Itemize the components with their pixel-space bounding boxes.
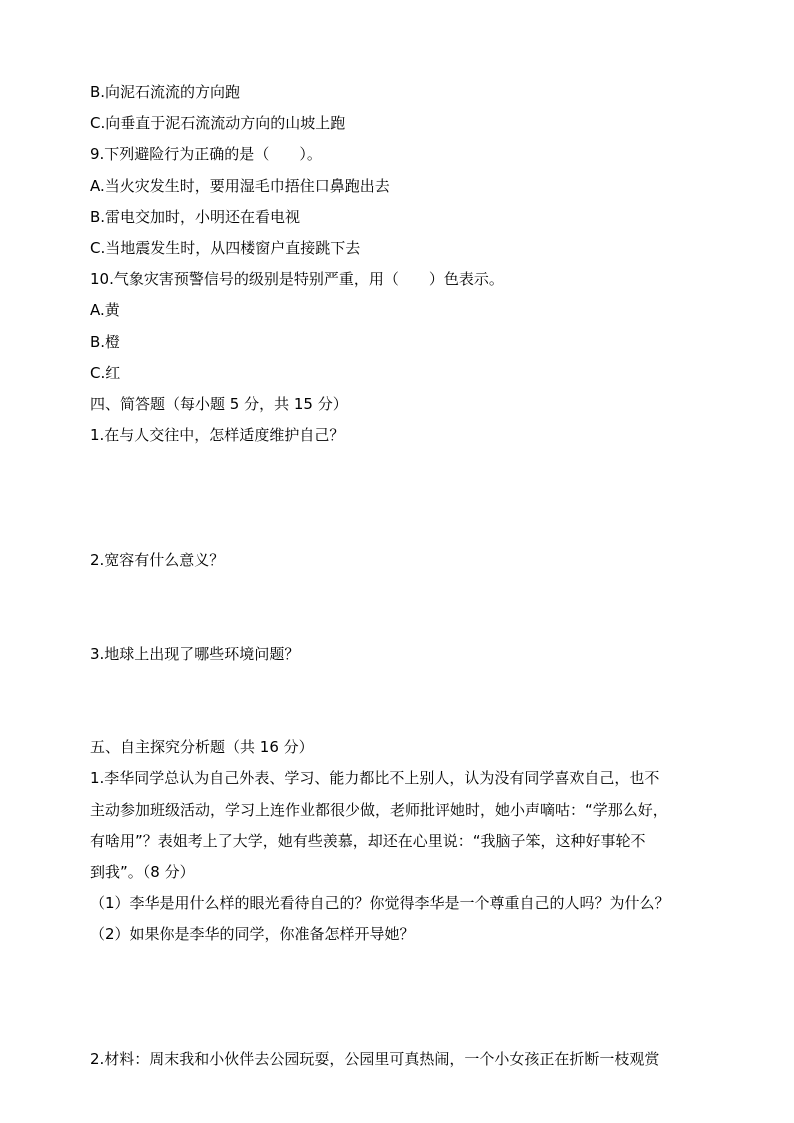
q9-option-b: B.雷电交加时，小明还在看电视: [90, 208, 301, 226]
q9-option-a: A.当火灾发生时，要用湿毛巾捂住口鼻跑出去: [90, 177, 390, 195]
q8-option-b: B.向泥石流流的方向跑: [90, 83, 241, 101]
q10-stem: 10.气象灾害预警信号的级别是特别严重，用（ ）色表示。: [90, 270, 504, 288]
section4-question-3: 3.地球上出现了哪些环境问题？: [90, 645, 300, 663]
section4-question-2: 2.宽容有什么意义？: [90, 551, 225, 569]
q8-option-c: C.向垂直于泥石流流动方向的山坡上跑: [90, 114, 346, 132]
section4-heading: 四、简答题（每小题 5 分，共 15 分）: [90, 395, 348, 413]
section5-q1-subquestion-1: （1）李华是用什么样的眼光看待自己的？你觉得李华是一个尊重自己的人吗？为什么？: [90, 894, 670, 912]
section5-q1-line-3: 有啥用”？表姐考上了大学，她有些羡慕，却还在心里说：“我脑子笨，这种好事轮不: [90, 832, 646, 850]
section4-question-1: 1.在与人交往中，怎样适度维护自己？: [90, 426, 345, 444]
q9-stem: 9.下列避险行为正确的是（ ）。: [90, 145, 322, 163]
section5-q1-line-1: 1.李华同学总认为自己外表、学习、能力都比不上别人，认为没有同学喜欢自己，也不: [90, 769, 660, 787]
section5-q1-line-4: 到我”。（8 分）: [90, 863, 195, 881]
q9-option-c: C.当地震发生时，从四楼窗户直接跳下去: [90, 239, 361, 257]
section5-q1-line-2: 主动参加班级活动，学习上连作业都很少做，老师批评她时，她小声嘀咕：“学那么好，: [90, 801, 668, 819]
section5-q2-line-1: 2.材料：周末我和小伙伴去公园玩耍，公园里可真热闹，一个小女孩正在折断一枝观赏: [90, 1050, 660, 1068]
q10-option-a: A.黄: [90, 301, 120, 319]
q10-option-b: B.橙: [90, 333, 121, 351]
q10-option-c: C.红: [90, 364, 121, 382]
section5-q1-subquestion-2: （2）如果你是李华的同学，你准备怎样开导她？: [90, 925, 415, 943]
section5-heading: 五、自主探究分析题（共 16 分）: [90, 738, 314, 756]
